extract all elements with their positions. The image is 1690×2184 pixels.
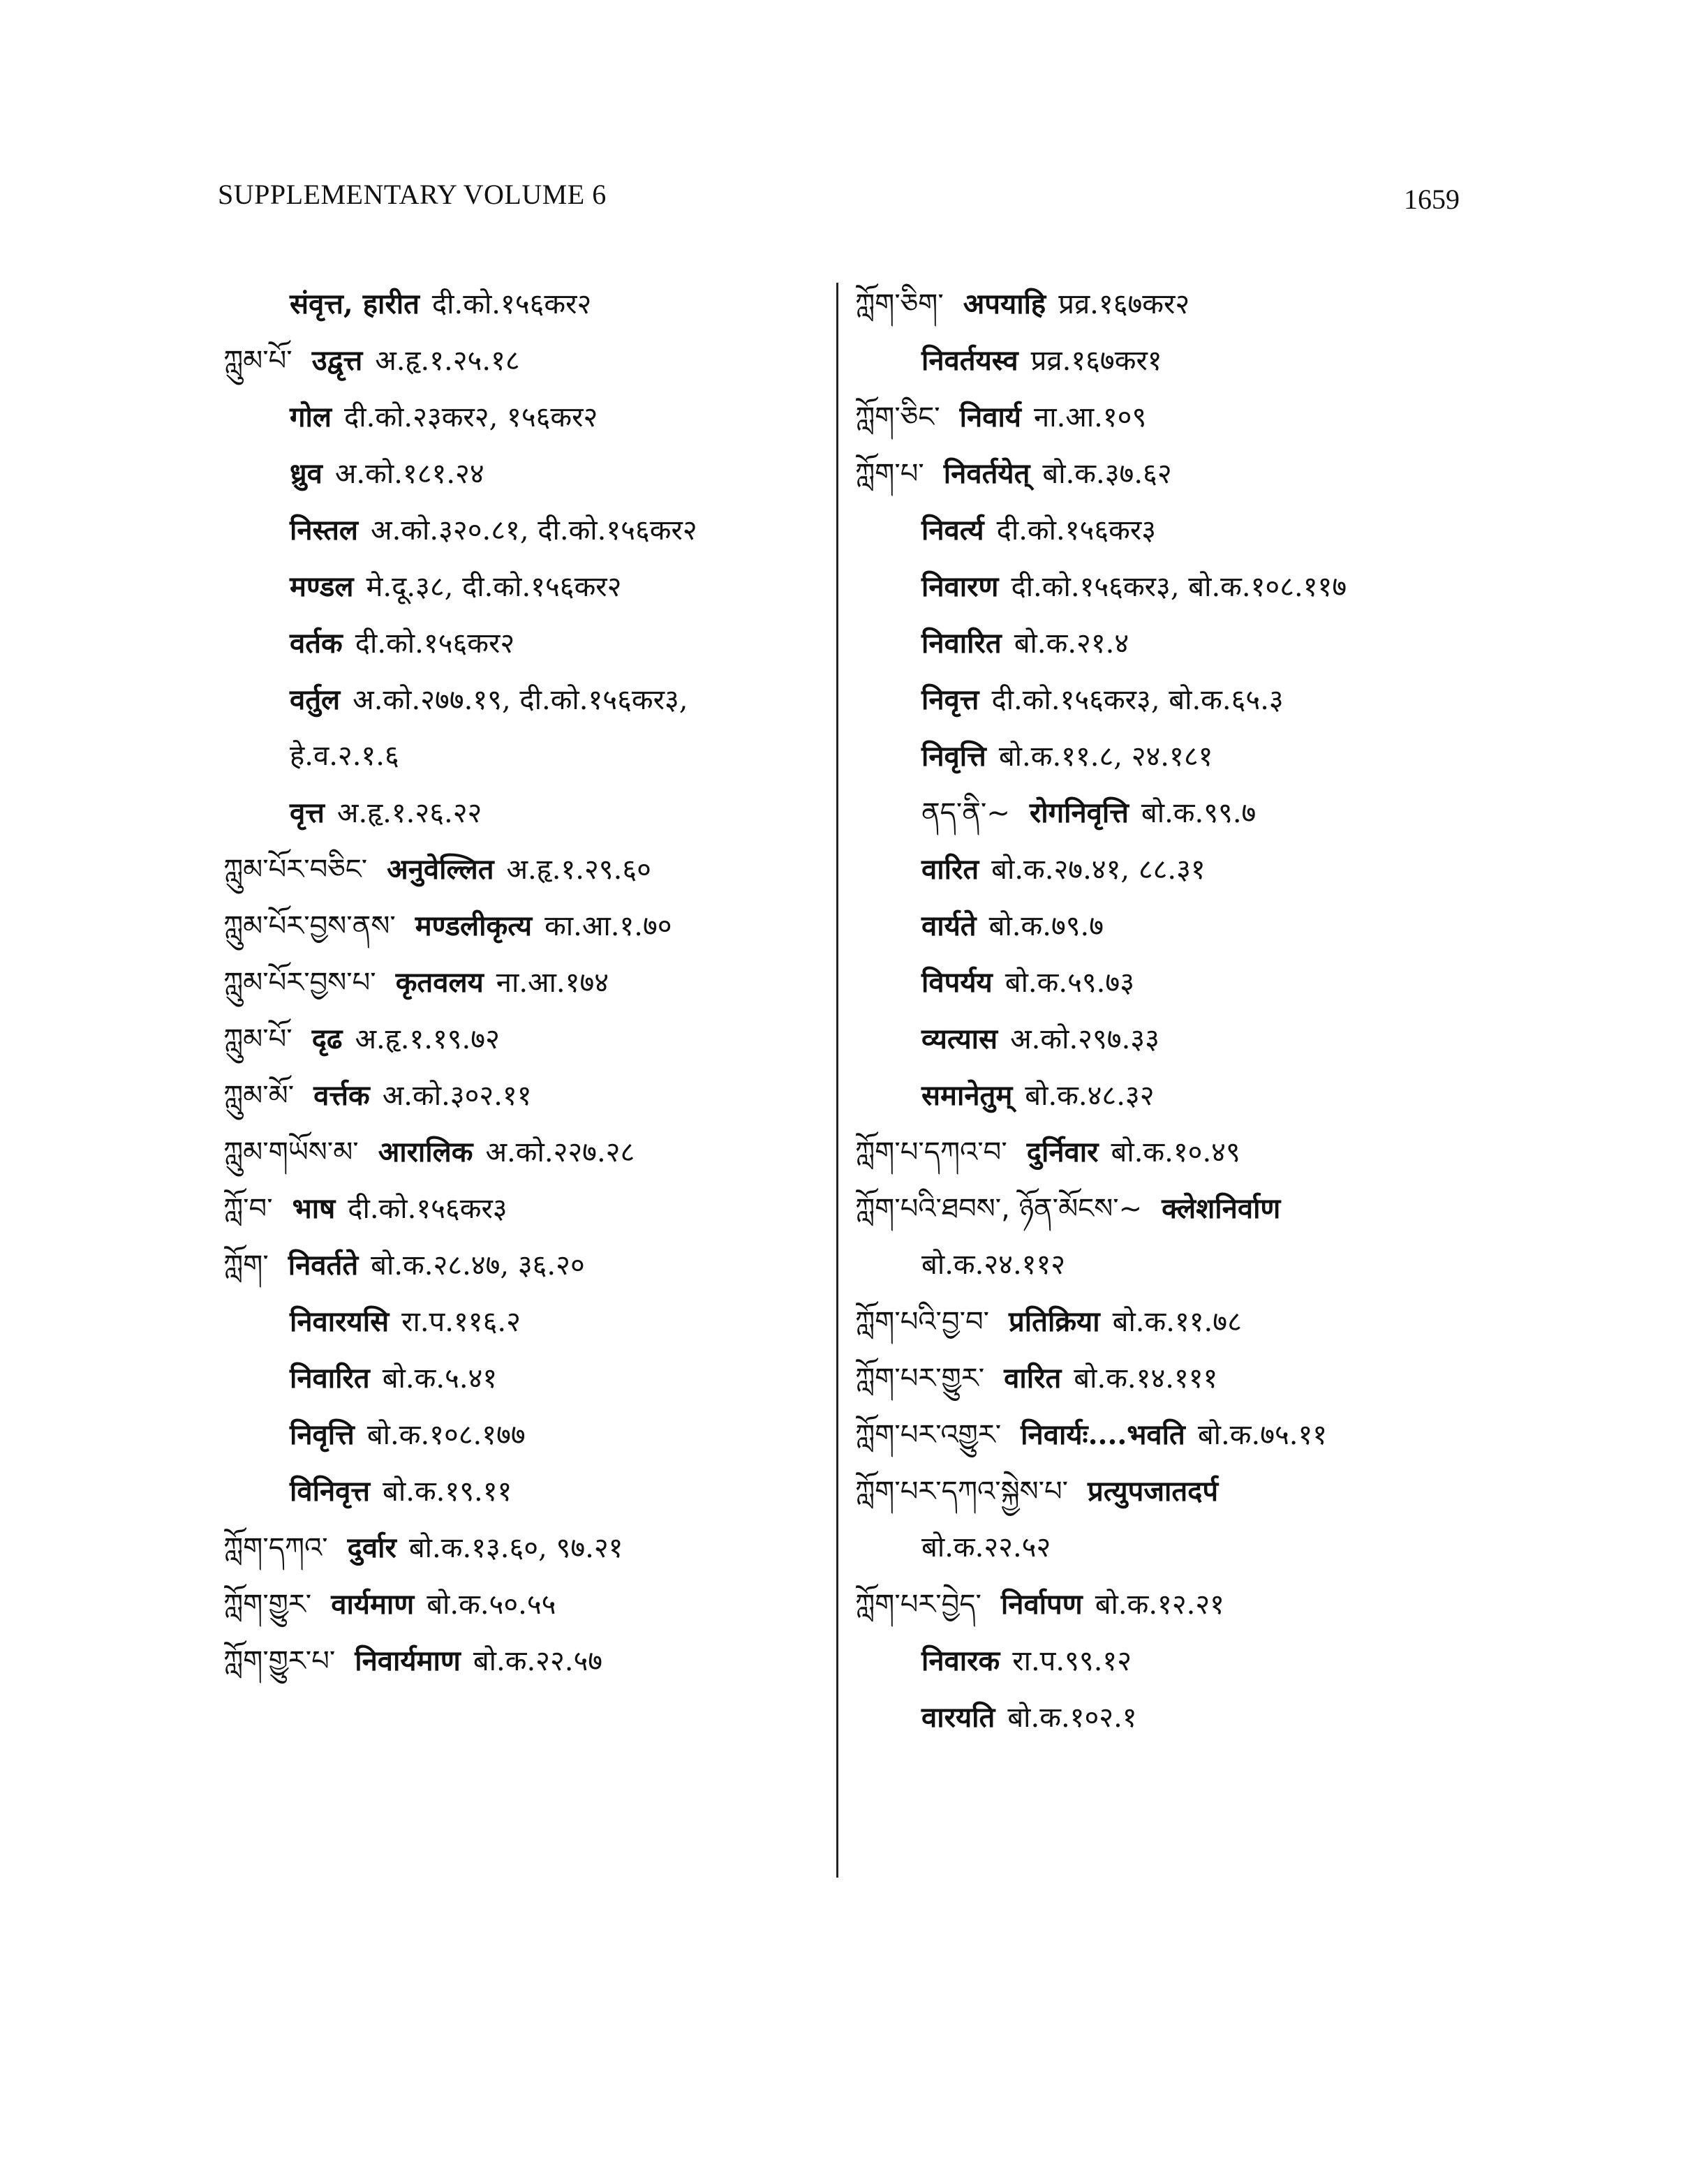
source-reference: रा.प.११६.२: [401, 1306, 521, 1338]
sanskrit-equivalent: अनुवेल्लित: [387, 853, 494, 886]
dictionary-entry: [223, 841, 824, 898]
sanskrit-equivalent: प्रतिक्रिया: [1009, 1305, 1100, 1338]
source-reference: बो.क.९९.७: [1141, 797, 1257, 829]
sanskrit-equivalent: वारित: [921, 853, 979, 886]
dictionary-entry: [855, 841, 1483, 898]
tibetan-headword: ཀློག་པར་དཀའ་སྐྱེས་པ་: [855, 1476, 1069, 1508]
dictionary-entry: [223, 1124, 824, 1180]
sanskrit-equivalent: दुर्निवार: [1026, 1136, 1099, 1168]
sanskrit-equivalent: निवृत्त: [921, 683, 979, 716]
sanskrit-equivalent: निवारित: [921, 627, 1002, 660]
tibetan-headword: ཀློ་བ་: [223, 1193, 273, 1225]
sanskrit-equivalent: निवारक: [921, 1644, 1000, 1677]
sanskrit-equivalent: निवार्य: [959, 401, 1022, 433]
left-column: [223, 276, 824, 1689]
source-reference: अ.को.२७७.१९, दी.को.१५६कर३,: [353, 684, 688, 716]
dictionary-entry: [855, 1067, 1483, 1124]
sanskrit-equivalent: निवृत्ति: [290, 1418, 355, 1451]
sanskrit-equivalent: गोल: [290, 401, 332, 433]
dictionary-entry: [223, 1633, 824, 1689]
column-divider: [836, 283, 838, 1878]
source-reference: मे.दू.३८, दी.को.१५६कर२: [366, 571, 622, 603]
source-reference: बो.क.३७.६२: [1042, 458, 1172, 490]
page-number: 1659: [1404, 184, 1460, 215]
sanskrit-equivalent: प्रत्युपजातदर्प: [1088, 1475, 1219, 1508]
sanskrit-equivalent: निस्तल: [290, 514, 359, 547]
sanskrit-equivalent: मण्डल: [290, 570, 354, 603]
source-reference: अ.को.१८१.२४: [334, 458, 484, 490]
tibetan-headword: ཀློག་པའི་བྱ་བ་: [855, 1306, 990, 1338]
sanskrit-equivalent: निवर्तयस्व: [921, 344, 1018, 377]
dictionary-entry: [855, 1293, 1483, 1350]
tibetan-headword: ཀློག་པའི་ཐབས་, ཉོན་མོངས་~: [855, 1193, 1143, 1225]
dictionary-entry: [855, 1237, 1483, 1293]
source-reference: दी.को.२३कर२, १५६कर२: [344, 401, 598, 433]
dictionary-entry: [223, 276, 824, 332]
tibetan-headword: ཀློག་པ་: [855, 458, 924, 490]
tibetan-headword: ཀླུམ་གཡོས་མ་: [223, 1136, 359, 1168]
dictionary-entry: [223, 728, 824, 785]
dictionary-entry: [855, 276, 1483, 332]
source-reference: दी.को.१५६कर२: [355, 627, 515, 660]
dictionary-entry: [223, 1406, 824, 1463]
tibetan-headword: ཀློག་པ་དཀའ་བ་: [855, 1136, 1007, 1168]
dictionary-entry: [855, 1406, 1483, 1463]
dictionary-entry: [223, 1237, 824, 1293]
tibetan-headword: ཀློག་ཅིང་: [855, 401, 940, 433]
source-reference: अ.को.२९७.३३: [1010, 1023, 1159, 1055]
source-reference: बो.क.१४.१११: [1074, 1362, 1218, 1395]
dictionary-entry: [855, 389, 1483, 445]
source-reference: अ.को.३२०.८१, दी.को.१५६कर२: [371, 514, 697, 547]
source-reference: बो.क.१०२.१: [1007, 1702, 1137, 1734]
dictionary-entry: [855, 1350, 1483, 1406]
tibetan-headword: ཀློག་ཅིག་: [855, 288, 944, 320]
dictionary-entry: [223, 1293, 824, 1350]
dictionary-entry: [855, 954, 1483, 1011]
dictionary-entry: [855, 332, 1483, 389]
tibetan-headword: ཀླུམ་པོར་བྱས་ནས་: [223, 910, 396, 942]
source-reference: अ.हृ.१.२९.६०: [506, 854, 651, 886]
source-reference: बो.क.२२.५७: [473, 1645, 603, 1677]
source-reference: बो.क.७५.११: [1197, 1419, 1328, 1451]
source-reference: बो.क.२१.४: [1014, 627, 1129, 660]
source-reference: हे.व.२.१.६: [290, 740, 399, 772]
sanskrit-equivalent: अपयाहि: [963, 288, 1046, 320]
sanskrit-equivalent: कृतवलय: [395, 966, 484, 999]
source-reference: ना.आ.१०९: [1034, 401, 1147, 433]
source-reference: बो.क.२४.११२: [921, 1249, 1066, 1281]
sanskrit-equivalent: दुर्वार: [347, 1531, 396, 1564]
tibetan-headword: ཀླུམ་པོར་བྱས་པ་: [223, 967, 376, 999]
source-reference: बो.क.२७.४१, ८८.३१: [991, 854, 1206, 886]
source-reference: अ.को.३०२.११: [382, 1080, 532, 1112]
sanskrit-equivalent: मण्डलीकृत्य: [415, 909, 533, 942]
source-reference: बो.क.१३.६०, ९७.२१: [408, 1532, 623, 1564]
source-reference: बो.क.५०.५५: [427, 1589, 556, 1621]
sanskrit-equivalent: विनिवृत्त: [290, 1475, 371, 1508]
source-reference: अ.को.२२७.२८: [485, 1136, 635, 1168]
tibetan-headword: ཀློག་དཀའ་: [223, 1532, 328, 1564]
dictionary-entry: [223, 1067, 824, 1124]
source-reference: दी.को.१५६कर३: [996, 514, 1156, 547]
tibetan-headword: ནད་ནི་~: [921, 797, 1010, 829]
dictionary-entry: [223, 898, 824, 954]
dictionary-entry: [855, 1633, 1483, 1689]
dictionary-entry: [223, 1011, 824, 1067]
dictionary-entry: [223, 671, 824, 728]
sanskrit-equivalent: समानेतुम्: [921, 1079, 1013, 1112]
sanskrit-equivalent: वारयति: [921, 1701, 995, 1734]
dictionary-entry: [855, 445, 1483, 502]
running-head: SUPPLEMENTARY VOLUME 6: [218, 179, 607, 210]
sanskrit-equivalent: वर्तुल: [290, 683, 341, 716]
dictionary-entry: [223, 389, 824, 445]
tibetan-headword: ཀླུམ་མོ་: [223, 1080, 295, 1112]
sanskrit-equivalent: वारित: [1004, 1362, 1062, 1395]
source-reference: अ.हृ.१.२६.२२: [336, 797, 482, 829]
sanskrit-equivalent: निवारित: [290, 1362, 370, 1395]
source-reference: अ.हृ.१.१९.७२: [355, 1023, 500, 1055]
dictionary-entry: [855, 1520, 1483, 1576]
sanskrit-equivalent: वार्यते: [921, 909, 977, 942]
tibetan-headword: ཀློག་གྱུར་པ་: [223, 1645, 336, 1677]
sanskrit-equivalent: विपर्यय: [921, 966, 993, 999]
tibetan-headword: ཀློག་གྱུར་: [223, 1589, 312, 1621]
dictionary-entry: [855, 1463, 1483, 1520]
dictionary-entry: [855, 1180, 1483, 1237]
source-reference: दी.को.१५६कर३, बो.क.१०८.११७: [1011, 571, 1347, 603]
sanskrit-equivalent: ध्रुव: [290, 457, 323, 490]
dictionary-entry: [223, 1350, 824, 1406]
sanskrit-equivalent: वर्त्तक: [313, 1079, 370, 1112]
dictionary-entry: [223, 1180, 824, 1237]
dictionary-entry: [223, 1520, 824, 1576]
dictionary-entry: [855, 1689, 1483, 1746]
sanskrit-equivalent: निवार्यमाण: [355, 1644, 461, 1677]
source-reference: बो.क.२२.५२: [921, 1531, 1051, 1563]
dictionary-entry: [855, 728, 1483, 785]
dictionary-entry: [855, 898, 1483, 954]
dictionary-entry: [223, 502, 824, 558]
source-reference: बो.क.१०८.१७७: [366, 1419, 526, 1451]
dictionary-entry: [855, 671, 1483, 728]
dictionary-entry: [223, 954, 824, 1011]
sanskrit-equivalent: निवर्तते: [288, 1249, 359, 1282]
source-reference: बो.क.१९.११: [383, 1476, 512, 1508]
sanskrit-equivalent: दृढ: [311, 1023, 343, 1055]
dictionary-entry: [855, 1576, 1483, 1633]
tibetan-headword: ཀློག་པར་འགྱུར་: [855, 1419, 1002, 1451]
sanskrit-equivalent: निवारण: [921, 570, 999, 603]
source-reference: प्रव्र.१६७कर१: [1030, 345, 1162, 377]
tibetan-headword: ཀློག་པར་བྱེད་: [855, 1589, 981, 1621]
dictionary-entry: [223, 332, 824, 389]
sanskrit-equivalent: निवृत्ति: [921, 740, 986, 773]
source-reference: दी.को.१५६कर२: [431, 288, 592, 320]
source-reference: बो.क.२८.४७, ३६.२०: [371, 1249, 585, 1282]
dictionary-entry: [855, 1011, 1483, 1067]
source-reference: बो.क.१०.४९: [1111, 1136, 1240, 1168]
dictionary-entry: [223, 615, 824, 671]
sanskrit-equivalent: आरालिक: [378, 1136, 473, 1168]
sanskrit-equivalent: भाष: [292, 1192, 336, 1225]
source-reference: बो.क.११.८, २४.१८१: [998, 741, 1213, 773]
dictionary-entry: [855, 615, 1483, 671]
source-reference: बो.क.४८.३२: [1025, 1080, 1155, 1112]
source-reference: दी.को.१५६कर३, बो.क.६५.३: [991, 684, 1284, 716]
dictionary-entry: [855, 785, 1483, 841]
source-reference: का.आ.१.७०: [544, 910, 672, 942]
dictionary-entry: [223, 1463, 824, 1520]
sanskrit-equivalent: वार्यमाण: [331, 1588, 415, 1621]
tibetan-headword: ཀློག་: [223, 1249, 269, 1282]
sanskrit-equivalent: संवृत्त, हारीत: [290, 288, 420, 320]
dictionary-entry: [223, 1576, 824, 1633]
tibetan-headword: ཀླུམ་པོ་: [223, 345, 292, 377]
source-reference: दी.को.१५६कर३: [348, 1193, 507, 1225]
sanskrit-equivalent: निवारयसि: [290, 1305, 390, 1338]
sanskrit-equivalent: निवार्यः....भवति: [1021, 1418, 1185, 1451]
tibetan-headword: ཀློག་པར་གྱུར་: [855, 1362, 985, 1395]
sanskrit-equivalent: वर्तक: [290, 627, 343, 660]
dictionary-entry: [855, 558, 1483, 615]
right-column: [855, 276, 1483, 1746]
source-reference: बो.क.१२.२१: [1095, 1589, 1224, 1621]
tibetan-headword: ཀླུམ་པོར་བཅིང་: [223, 854, 368, 886]
sanskrit-equivalent: निर्वापण: [1000, 1588, 1083, 1621]
dictionary-entry: [223, 785, 824, 841]
sanskrit-equivalent: निवर्त्य: [921, 514, 984, 547]
source-reference: प्रव्र.१६७कर२: [1058, 288, 1190, 320]
dictionary-entry: [855, 1124, 1483, 1180]
source-reference: बो.क.५.४१: [382, 1362, 498, 1395]
dictionary-entry: [223, 558, 824, 615]
source-reference: बो.क.७९.७: [988, 910, 1104, 942]
sanskrit-equivalent: क्लेशनिर्वाण: [1162, 1192, 1281, 1225]
sanskrit-equivalent: रोगनिवृत्ति: [1029, 796, 1129, 829]
source-reference: अ.हृ.१.२५.१८: [375, 345, 520, 377]
source-reference: बो.क.५९.७३: [1005, 967, 1134, 999]
source-reference: ना.आ.१७४: [496, 967, 609, 999]
source-reference: बो.क.११.७८: [1112, 1306, 1242, 1338]
sanskrit-equivalent: उद्वृत्त: [311, 344, 363, 377]
dictionary-entry: [223, 445, 824, 502]
tibetan-headword: ཀླུམ་པོ་: [223, 1023, 292, 1055]
source-reference: रा.प.९९.१२: [1012, 1645, 1132, 1677]
sanskrit-equivalent: निवर्तयेत्: [943, 457, 1030, 490]
sanskrit-equivalent: वृत्त: [290, 796, 325, 829]
dictionary-entry: [855, 502, 1483, 558]
sanskrit-equivalent: व्यत्यास: [921, 1023, 998, 1055]
